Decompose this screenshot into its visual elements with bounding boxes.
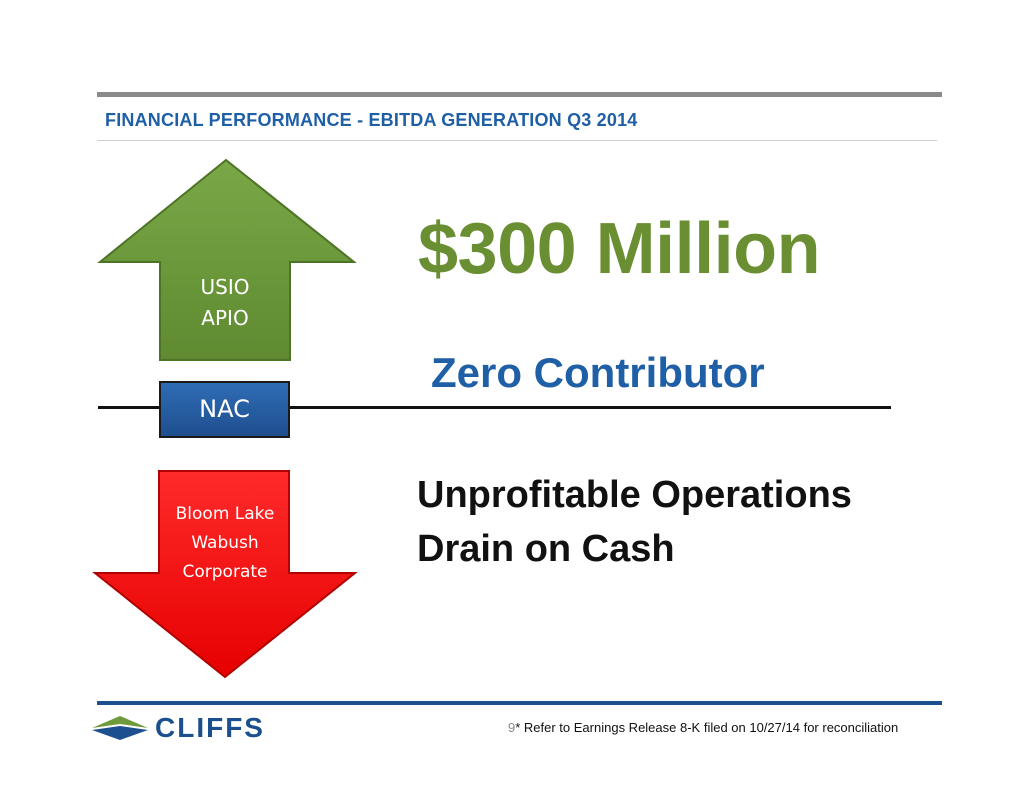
- up-arrow-labels: [160, 272, 290, 334]
- down-arrow-labels: [158, 500, 292, 587]
- title-rule: [97, 140, 937, 141]
- footnote: [508, 720, 898, 735]
- footnote-text: * Refer to Earnings Release 8-K filed on 10/27/14 for reconciliation: [515, 720, 899, 735]
- nac-box: NAC: [159, 381, 290, 438]
- body-line: Drain on Cash: [417, 528, 675, 570]
- up-arrow-label: APIO: [201, 306, 249, 330]
- up-arrow-label: USIO: [200, 275, 250, 299]
- bottom-rule: [97, 701, 942, 705]
- down-arrow-label: Bloom Lake: [175, 504, 275, 524]
- page-number: 9: [508, 720, 516, 735]
- body-line: Unprofitable Operations: [417, 474, 852, 516]
- ebitda-metric: $300 Million: [418, 209, 821, 289]
- zero-contributor-text: Zero Contributor: [431, 349, 765, 396]
- down-arrow-label: Corporate: [182, 562, 268, 582]
- cliffs-logo-icon: [90, 710, 150, 746]
- company-logo-text: CLIFFS: [155, 712, 265, 743]
- down-arrow-label: Wabush: [191, 533, 259, 553]
- slide-title: FINANCIAL PERFORMANCE - EBITDA GENERATION Q3 2014: [105, 110, 638, 130]
- top-rule: [97, 92, 942, 97]
